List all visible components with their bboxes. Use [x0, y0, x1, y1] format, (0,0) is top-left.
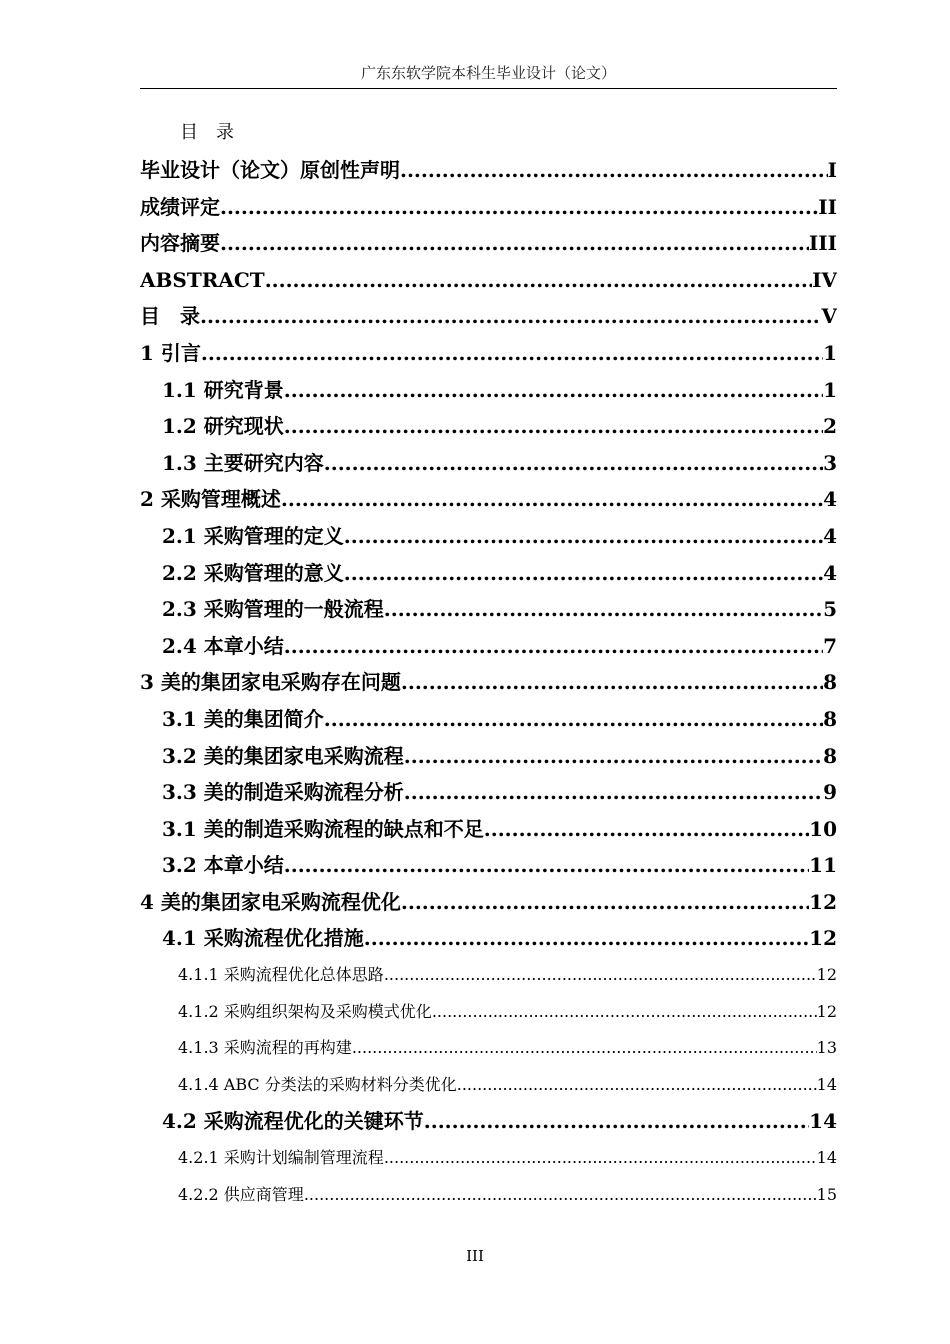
toc-entry[interactable] [140, 555, 837, 592]
toc-dot-leader [384, 957, 817, 994]
toc-entry[interactable] [140, 481, 837, 518]
toc-entry-page: 7 [823, 633, 837, 658]
toc-dot-leader [324, 701, 823, 738]
toc-entry-title: 4.1 采购流程优化措施 [162, 926, 364, 951]
toc-dot-leader [284, 628, 823, 665]
page-header: 广东东软学院本科生毕业设计（论文） [360, 64, 616, 82]
toc-entry[interactable] [140, 445, 837, 482]
toc-entry-page: 12 [816, 965, 837, 985]
toc-dot-leader [200, 298, 821, 335]
toc-entry-title: 2.3 采购管理的一般流程 [162, 597, 384, 622]
toc-entry[interactable] [140, 920, 837, 957]
toc-entry[interactable] [140, 701, 837, 738]
toc-entry-page: 14 [816, 1148, 837, 1168]
toc-entry[interactable] [140, 1140, 837, 1177]
toc-entry[interactable] [140, 994, 837, 1031]
toc-entry[interactable] [140, 225, 837, 262]
toc-entry-title: 4.2.2 供应商管理 [178, 1184, 304, 1204]
toc-entry-page: 4 [823, 560, 837, 585]
toc-dot-leader [281, 481, 823, 518]
toc-entry[interactable] [140, 884, 837, 921]
toc-entry-page: 1 [823, 377, 837, 402]
toc-dot-leader [484, 811, 809, 848]
toc-entry[interactable] [140, 628, 837, 665]
toc-entry-title: 成绩评定 [140, 194, 220, 219]
toc-dot-leader [304, 1177, 817, 1214]
toc-entry[interactable] [140, 408, 837, 445]
toc-entry[interactable] [140, 774, 837, 811]
toc-entry-title: 4.1.4 ABC 分类法的采购材料分类优化 [178, 1074, 457, 1094]
toc-entry[interactable] [140, 1030, 837, 1067]
toc-entry-page: 4 [823, 523, 837, 548]
toc-entry-title: 4 美的集团家电采购流程优化 [140, 889, 401, 914]
toc-entry[interactable] [140, 664, 837, 701]
toc-dot-leader [384, 1140, 817, 1177]
toc-dot-leader [424, 1103, 809, 1140]
toc-dot-leader [401, 664, 823, 701]
toc-dot-leader [457, 1067, 817, 1104]
toc-dot-leader [352, 1030, 817, 1067]
toc-entry-page: 14 [809, 1109, 837, 1134]
toc-dot-leader [201, 335, 823, 372]
toc-entry[interactable] [140, 1067, 837, 1104]
toc-entry-page: 8 [823, 670, 837, 695]
toc-entry[interactable] [140, 811, 837, 848]
toc-entry-page: III [808, 231, 837, 256]
toc-dot-leader [404, 774, 823, 811]
toc-entry-title: 1.3 主要研究内容 [162, 450, 324, 475]
toc-entry[interactable] [140, 372, 837, 409]
toc-entry[interactable] [140, 1103, 837, 1140]
toc-entry-page: 15 [816, 1184, 837, 1204]
page-number: III [466, 1247, 484, 1265]
toc-entry-page: IV [812, 267, 837, 292]
toc-entry-title: ABSTRACT [140, 267, 265, 292]
toc-entry-title: 4.2 采购流程优化的关键环节 [162, 1109, 424, 1134]
toc-entry-page: 3 [823, 450, 837, 475]
toc-entry[interactable] [140, 847, 837, 884]
toc-entry-title: 4.1.3 采购流程的再构建 [178, 1038, 352, 1058]
toc-entry-page: 14 [816, 1074, 837, 1094]
toc-entry[interactable] [140, 957, 837, 994]
toc-entry-page: 12 [809, 889, 837, 914]
toc-entry-title: 4.2.1 采购计划编制管理流程 [178, 1148, 384, 1168]
toc-dot-leader [432, 994, 817, 1031]
toc-entry-title: 2.4 本章小结 [162, 633, 284, 658]
toc-dot-leader [265, 262, 812, 299]
toc-entry-title: 3.2 美的集团家电采购流程 [162, 743, 404, 768]
toc-entry-title: 3.2 本章小结 [162, 853, 284, 878]
toc-entry-page: 12 [816, 1001, 837, 1021]
toc-dot-leader [324, 445, 823, 482]
table-of-contents [140, 152, 837, 1213]
toc-entry-page: V [821, 304, 837, 329]
toc-entry[interactable] [140, 262, 837, 299]
toc-dot-leader [404, 738, 823, 775]
toc-entry-page: 4 [823, 487, 837, 512]
toc-entry-title: 3.3 美的制造采购流程分析 [162, 780, 404, 805]
toc-entry-title: 1.1 研究背景 [162, 377, 284, 402]
toc-entry-page: 1 [823, 340, 837, 365]
toc-dot-leader [401, 884, 809, 921]
toc-entry-title: 2.2 采购管理的意义 [162, 560, 344, 585]
toc-dot-leader [364, 920, 809, 957]
toc-entry-page: 5 [823, 597, 837, 622]
toc-entry-page: 13 [816, 1038, 837, 1058]
toc-entry-title: 2.1 采购管理的定义 [162, 523, 344, 548]
toc-entry-page: 2 [823, 414, 837, 439]
toc-dot-leader [220, 225, 809, 262]
header-rule [140, 88, 837, 89]
toc-entry-title: 4.1.1 采购流程优化总体思路 [178, 965, 384, 985]
toc-dot-leader [344, 555, 823, 592]
toc-entry-title: 1 引言 [140, 340, 201, 365]
toc-entry-title: 毕业设计（论文）原创性声明 [140, 158, 400, 182]
toc-entry-title: 3 美的集团家电采购存在问题 [140, 670, 401, 695]
toc-dot-leader [220, 189, 818, 226]
toc-entry-page: 8 [823, 706, 837, 731]
toc-entry-page: 8 [823, 743, 837, 768]
toc-entry-page: 12 [809, 926, 837, 951]
toc-dot-leader [400, 152, 828, 189]
toc-entry[interactable] [140, 738, 837, 775]
toc-dot-leader [284, 847, 809, 884]
toc-entry-title: 4.1.2 采购组织架构及采购模式优化 [178, 1001, 432, 1021]
toc-entry-page: 10 [809, 816, 837, 841]
toc-entry[interactable] [140, 335, 837, 372]
toc-entry-page: 9 [823, 780, 837, 805]
toc-entry-title: 3.1 美的制造采购流程的缺点和不足 [162, 816, 484, 841]
toc-entry-page: 11 [809, 853, 837, 878]
toc-heading: 目 录 [180, 122, 234, 143]
toc-entry-title: 目 录 [140, 304, 200, 329]
toc-entry-title: 2 采购管理概述 [140, 487, 281, 512]
toc-entry-title: 3.1 美的集团简介 [162, 706, 324, 731]
toc-entry[interactable] [140, 518, 837, 555]
toc-dot-leader [284, 408, 823, 445]
toc-entry-title: 1.2 研究现状 [162, 414, 284, 439]
toc-entry[interactable] [140, 189, 837, 226]
toc-entry-title: 内容摘要 [140, 231, 220, 256]
toc-entry[interactable] [140, 152, 837, 189]
toc-entry-page: II [818, 194, 837, 219]
toc-entry[interactable] [140, 1177, 837, 1214]
toc-dot-leader [384, 591, 823, 628]
toc-dot-leader [284, 372, 823, 409]
toc-dot-leader [344, 518, 823, 555]
toc-entry-page: I [827, 158, 837, 182]
toc-entry[interactable] [140, 591, 837, 628]
toc-entry[interactable] [140, 298, 837, 335]
